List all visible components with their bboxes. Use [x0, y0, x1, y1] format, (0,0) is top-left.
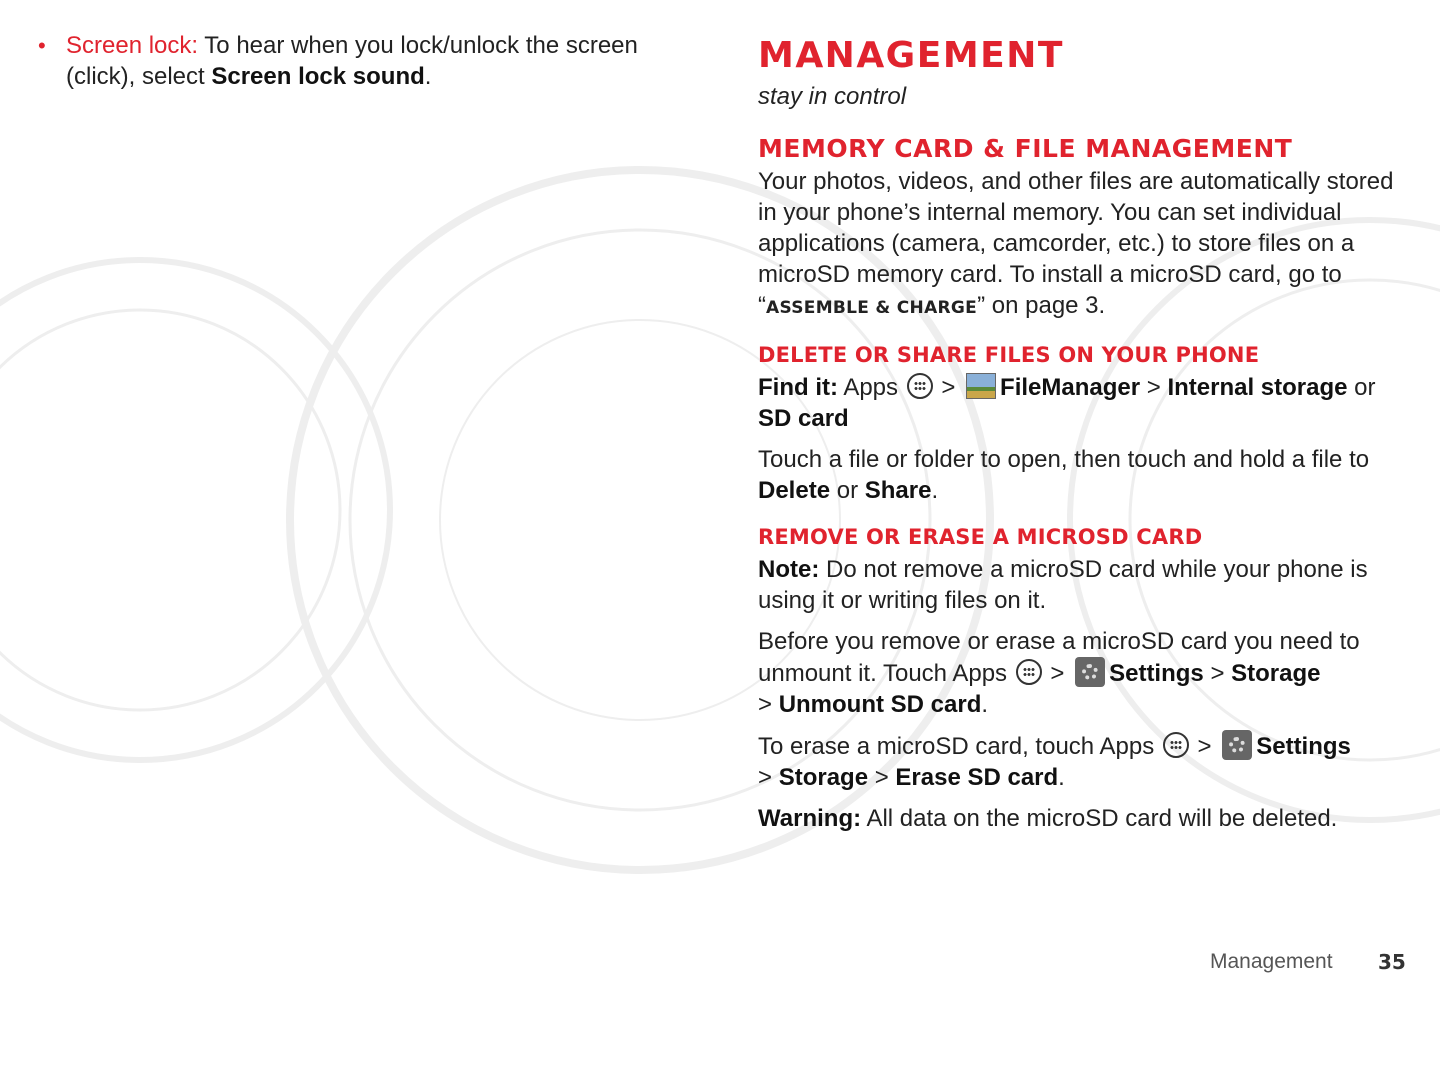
punct: . [1058, 764, 1065, 791]
separator: > [1190, 733, 1219, 760]
note-text: Do not remove a microSD card while your phone is using it or writing files on it. [758, 556, 1368, 614]
left-column [38, 30, 698, 92]
erase-sd-card-label: Erase SD card [895, 764, 1059, 791]
assemble-charge-link: ASSEMBLE & CHARGE [766, 298, 978, 318]
unmount-sd-card-label: Unmount SD card [778, 691, 982, 718]
settings-gear-icon [1222, 730, 1252, 760]
separator: > [758, 691, 779, 718]
share-option: Share [864, 477, 932, 504]
unmount-paragraph [758, 626, 1408, 720]
page-subtitle: stay in control [758, 83, 907, 110]
bullet-text: To hear when you lock/unlock the screen (click), select [66, 32, 638, 90]
bullet-dot-icon: • [38, 33, 46, 58]
warning-text: All data on the microSD card will be deleted. [861, 805, 1338, 832]
warning-paragraph [758, 803, 1408, 834]
page-footer [1210, 950, 1420, 974]
right-column [758, 36, 1408, 844]
filemanager-icon [966, 373, 996, 399]
erase-paragraph [758, 730, 1408, 793]
find-it-path [758, 372, 1408, 434]
or-text: or [1347, 374, 1376, 401]
para-text: Before you remove or erase a microSD card you need to unmount it. Touch Apps [758, 628, 1360, 687]
separator: > [868, 764, 896, 791]
delete-share-paragraph [758, 444, 1408, 506]
apps-icon [1163, 732, 1189, 758]
footer-section-name: Management [1210, 950, 1333, 973]
storage-label: Storage [1231, 660, 1321, 687]
screen-lock-sound-option: Screen lock sound [211, 63, 425, 90]
page-title: MANAGEMENT [758, 35, 1064, 76]
section-title-memory-card: MEMORY CARD & FILE MANAGEMENT [758, 134, 1293, 163]
find-it-label: Find it: [758, 374, 838, 401]
subsection-title-remove-erase: REMOVE OR ERASE A MICROSD CARD [758, 525, 1203, 549]
apps-text: Apps [837, 374, 905, 401]
bullet-label: Screen lock: [66, 32, 199, 59]
settings-label: Settings [1109, 660, 1204, 687]
punct: . [424, 63, 432, 90]
para-text: ” on page 3. [977, 292, 1106, 319]
warning-label: Warning: [758, 805, 862, 832]
separator: > [934, 374, 963, 401]
settings-gear-icon [1075, 657, 1105, 687]
apps-icon [1016, 659, 1042, 685]
storage-label: Storage [778, 764, 869, 791]
separator: > [758, 764, 779, 791]
para-text: Your photos, videos, and other files are automatically stored in your phone’s internal memory. You can set individual applications (camera, camcorder, etc.) to store files on a microSD memory card. To install a microSD card, go to “ [758, 168, 1394, 319]
apps-icon [907, 373, 933, 399]
separator: > [1043, 660, 1072, 687]
delete-option: Delete [758, 477, 831, 504]
punct: . [931, 477, 939, 504]
separator: > [1203, 660, 1232, 687]
subsection-title-delete-share: DELETE OR SHARE FILES ON YOUR PHONE [758, 343, 1260, 367]
page-number: 35 [1378, 950, 1406, 974]
settings-label: Settings [1256, 733, 1351, 760]
separator: > [1140, 374, 1168, 401]
internal-storage-label: Internal storage [1167, 374, 1348, 401]
or-text: or [830, 477, 865, 504]
note-paragraph [758, 554, 1408, 616]
memory-card-paragraph [758, 166, 1408, 324]
sd-card-label: SD card [758, 405, 849, 432]
filemanager-label: FileManager [1000, 374, 1141, 401]
para-text: Touch a file or folder to open, then touch and hold a file to [758, 446, 1370, 473]
punct: . [981, 691, 989, 718]
para-text: To erase a microSD card, touch Apps [758, 733, 1161, 760]
bullet-screen-lock [38, 30, 698, 92]
note-label: Note: [758, 556, 820, 583]
